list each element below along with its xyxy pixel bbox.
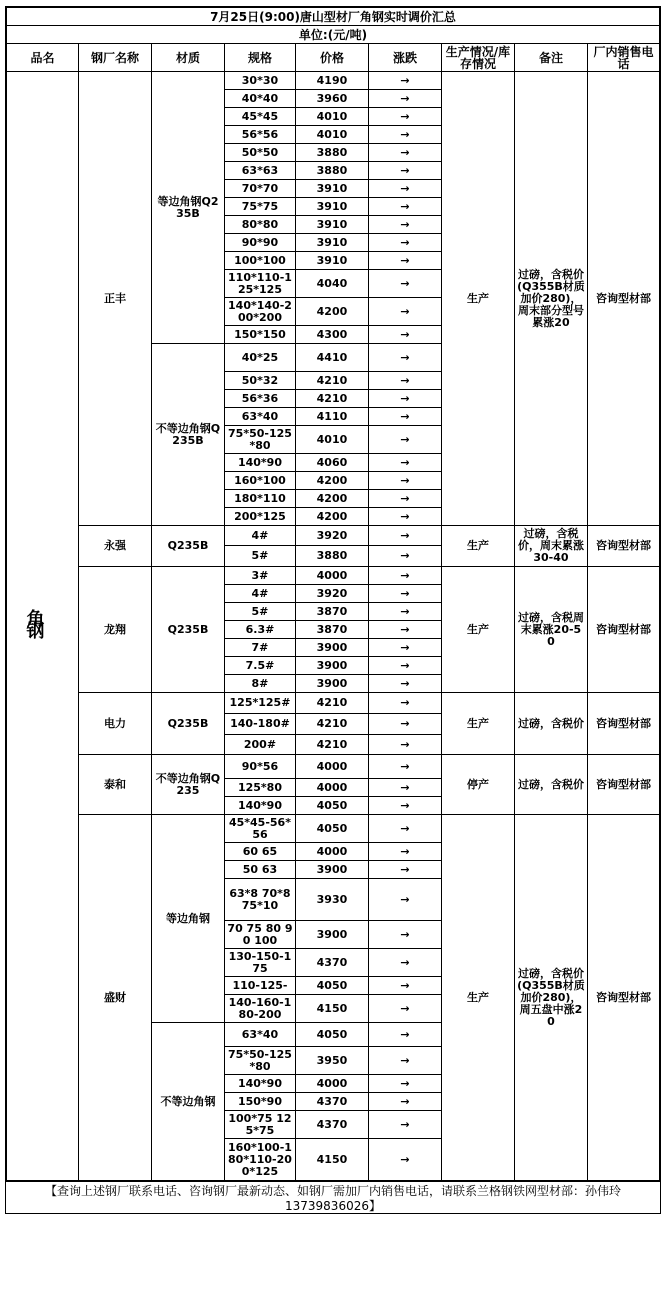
spec-cell: 100*100 <box>224 252 295 270</box>
spec-cell: 7# <box>224 639 295 657</box>
price-cell: 4010 <box>295 426 368 454</box>
change-arrow-icon: → <box>368 454 441 472</box>
spec-cell: 56*56 <box>224 126 295 144</box>
change-arrow-icon: → <box>368 693 441 714</box>
price-cell: 3900 <box>295 861 368 879</box>
change-arrow-icon: → <box>368 815 441 843</box>
change-arrow-icon: → <box>368 977 441 995</box>
remark-cell: 过磅，含税价(Q355B材质加价280)，周五盘中涨20 <box>514 815 587 1181</box>
material-cell: Q235B <box>151 567 224 693</box>
spec-cell: 8# <box>224 675 295 693</box>
spec-cell: 160*100 <box>224 472 295 490</box>
price-cell: 4190 <box>295 72 368 90</box>
material-cell: 等边角钢Q235B <box>151 72 224 344</box>
change-arrow-icon: → <box>368 144 441 162</box>
spec-cell: 140*90 <box>224 454 295 472</box>
spec-cell: 60 65 <box>224 843 295 861</box>
spec-cell: 150*90 <box>224 1093 295 1111</box>
product-name-cell: 角 钢 <box>7 72 79 1181</box>
price-cell: 4150 <box>295 995 368 1023</box>
change-arrow-icon: → <box>368 344 441 372</box>
change-arrow-icon: → <box>368 472 441 490</box>
price-cell: 4010 <box>295 108 368 126</box>
price-cell: 3900 <box>295 657 368 675</box>
header-remark: 备注 <box>514 44 587 72</box>
spec-cell: 130-150-175 <box>224 949 295 977</box>
price-cell: 4370 <box>295 1093 368 1111</box>
mill-name-cell: 电力 <box>78 693 151 755</box>
change-arrow-icon: → <box>368 949 441 977</box>
price-cell: 3900 <box>295 675 368 693</box>
header-product: 品名 <box>7 44 79 72</box>
change-arrow-icon: → <box>368 526 441 546</box>
spec-cell: 90*90 <box>224 234 295 252</box>
material-cell: 不等边角钢Q235 <box>151 755 224 815</box>
spec-cell: 3# <box>224 567 295 585</box>
change-arrow-icon: → <box>368 1093 441 1111</box>
price-cell: 3920 <box>295 526 368 546</box>
price-cell: 4010 <box>295 126 368 144</box>
spec-cell: 75*50-125*80 <box>224 1047 295 1075</box>
price-cell: 4210 <box>295 390 368 408</box>
price-cell: 3880 <box>295 162 368 180</box>
table-row <box>7 755 660 779</box>
price-cell: 3870 <box>295 621 368 639</box>
material-cell: Q235B <box>151 526 224 567</box>
price-cell: 4000 <box>295 567 368 585</box>
spec-cell: 40*25 <box>224 344 295 372</box>
change-arrow-icon: → <box>368 426 441 454</box>
change-arrow-icon: → <box>368 490 441 508</box>
header-spec: 规格 <box>224 44 295 72</box>
table-body <box>7 72 660 1181</box>
spec-cell: 110-125- <box>224 977 295 995</box>
change-arrow-icon: → <box>368 546 441 567</box>
spec-cell: 150*150 <box>224 326 295 344</box>
material-cell: 不等边角钢Q235B <box>151 344 224 526</box>
change-arrow-icon: → <box>368 585 441 603</box>
price-cell: 4050 <box>295 1023 368 1047</box>
mill-name-cell: 盛财 <box>78 815 151 1181</box>
status-cell: 生产 <box>441 526 514 567</box>
spec-cell: 140*140-200*200 <box>224 298 295 326</box>
price-cell: 4000 <box>295 779 368 797</box>
price-cell: 4200 <box>295 298 368 326</box>
change-arrow-icon: → <box>368 921 441 949</box>
change-arrow-icon: → <box>368 1075 441 1093</box>
change-arrow-icon: → <box>368 861 441 879</box>
spec-cell: 50*32 <box>224 372 295 390</box>
mill-name-cell: 龙翔 <box>78 567 151 693</box>
spec-cell: 63*8 70*8 75*10 <box>224 879 295 921</box>
spec-cell: 200# <box>224 735 295 755</box>
price-cell: 3920 <box>295 585 368 603</box>
change-arrow-icon: → <box>368 714 441 735</box>
change-arrow-icon: → <box>368 1047 441 1075</box>
change-arrow-icon: → <box>368 372 441 390</box>
change-arrow-icon: → <box>368 234 441 252</box>
mill-name-cell: 永强 <box>78 526 151 567</box>
sheet-title: 7月25日(9:00)唐山型材厂角钢实时调价汇总 <box>7 8 660 26</box>
change-arrow-icon: → <box>368 326 441 344</box>
price-cell: 3910 <box>295 252 368 270</box>
mill-name-cell: 泰和 <box>78 755 151 815</box>
unit-label: 单位:(元/吨) <box>7 26 660 44</box>
price-cell: 3910 <box>295 216 368 234</box>
spec-cell: 30*30 <box>224 72 295 90</box>
change-arrow-icon: → <box>368 755 441 779</box>
change-arrow-icon: → <box>368 126 441 144</box>
spec-cell: 56*36 <box>224 390 295 408</box>
price-cell: 3880 <box>295 144 368 162</box>
price-cell: 3930 <box>295 879 368 921</box>
spec-cell: 200*125 <box>224 508 295 526</box>
phone-cell: 咨询型材部 <box>587 567 659 693</box>
table-row <box>7 72 660 90</box>
phone-cell: 咨询型材部 <box>587 815 659 1181</box>
remark-cell: 过磅，含税价 <box>514 755 587 815</box>
spec-cell: 110*110-125*125 <box>224 270 295 298</box>
change-arrow-icon: → <box>368 198 441 216</box>
price-cell: 4000 <box>295 1075 368 1093</box>
table-row <box>7 526 660 546</box>
change-arrow-icon: → <box>368 995 441 1023</box>
change-arrow-icon: → <box>368 1111 441 1139</box>
change-arrow-icon: → <box>368 843 441 861</box>
price-cell: 4300 <box>295 326 368 344</box>
change-arrow-icon: → <box>368 879 441 921</box>
spec-cell: 125*125# <box>224 693 295 714</box>
status-cell: 生产 <box>441 567 514 693</box>
spec-cell: 160*100-180*110-200*125 <box>224 1139 295 1181</box>
price-cell: 4370 <box>295 1111 368 1139</box>
price-cell: 4410 <box>295 344 368 372</box>
change-arrow-icon: → <box>368 675 441 693</box>
table-row <box>7 693 660 714</box>
spec-cell: 4# <box>224 585 295 603</box>
remark-cell: 过磅，含税价 <box>514 693 587 755</box>
spec-cell: 75*50-125*80 <box>224 426 295 454</box>
table-row <box>7 815 660 843</box>
change-arrow-icon: → <box>368 298 441 326</box>
spec-cell: 140*90 <box>224 797 295 815</box>
material-cell: Q235B <box>151 693 224 755</box>
price-cell: 4200 <box>295 472 368 490</box>
spec-cell: 45*45 <box>224 108 295 126</box>
change-arrow-icon: → <box>368 270 441 298</box>
material-cell: 不等边角钢 <box>151 1023 224 1181</box>
change-arrow-icon: → <box>368 72 441 90</box>
spec-cell: 5# <box>224 603 295 621</box>
price-cell: 3870 <box>295 603 368 621</box>
spec-cell: 6.3# <box>224 621 295 639</box>
mill-name-cell: 正丰 <box>78 72 151 526</box>
spec-cell: 90*56 <box>224 755 295 779</box>
price-cell: 3950 <box>295 1047 368 1075</box>
status-cell: 生产 <box>441 693 514 755</box>
phone-cell: 咨询型材部 <box>587 693 659 755</box>
change-arrow-icon: → <box>368 735 441 755</box>
phone-cell: 咨询型材部 <box>587 72 659 526</box>
price-cell: 4200 <box>295 490 368 508</box>
price-sheet <box>5 6 661 1214</box>
price-cell: 4040 <box>295 270 368 298</box>
spec-cell: 45*45-56*56 <box>224 815 295 843</box>
price-cell: 4000 <box>295 843 368 861</box>
price-cell: 3900 <box>295 639 368 657</box>
status-cell: 生产 <box>441 815 514 1181</box>
header-mill: 钢厂名称 <box>78 44 151 72</box>
header-change: 涨跌 <box>368 44 441 72</box>
status-cell: 停产 <box>441 755 514 815</box>
change-arrow-icon: → <box>368 1023 441 1047</box>
spec-cell: 63*40 <box>224 1023 295 1047</box>
price-table <box>6 7 660 1181</box>
spec-cell: 75*75 <box>224 198 295 216</box>
price-cell: 4210 <box>295 714 368 735</box>
change-arrow-icon: → <box>368 216 441 234</box>
price-cell: 4050 <box>295 815 368 843</box>
change-arrow-icon: → <box>368 779 441 797</box>
spec-cell: 140-180# <box>224 714 295 735</box>
remark-cell: 过磅，含税周末累涨20-50 <box>514 567 587 693</box>
phone-cell: 咨询型材部 <box>587 755 659 815</box>
table-row <box>7 567 660 585</box>
spec-cell: 5# <box>224 546 295 567</box>
change-arrow-icon: → <box>368 162 441 180</box>
remark-cell: 过磅，含税价，周末累涨30-40 <box>514 526 587 567</box>
change-arrow-icon: → <box>368 657 441 675</box>
change-arrow-icon: → <box>368 797 441 815</box>
price-cell: 3900 <box>295 921 368 949</box>
price-cell: 3880 <box>295 546 368 567</box>
header-price: 价格 <box>295 44 368 72</box>
spec-cell: 100*75 125*75 <box>224 1111 295 1139</box>
status-cell: 生产 <box>441 72 514 526</box>
spec-cell: 50*50 <box>224 144 295 162</box>
spec-cell: 180*110 <box>224 490 295 508</box>
price-cell: 4210 <box>295 372 368 390</box>
spec-cell: 140-160-180-200 <box>224 995 295 1023</box>
change-arrow-icon: → <box>368 252 441 270</box>
header-status: 生产情况/库存情况 <box>441 44 514 72</box>
change-arrow-icon: → <box>368 1139 441 1181</box>
price-cell: 4110 <box>295 408 368 426</box>
change-arrow-icon: → <box>368 108 441 126</box>
price-cell: 3910 <box>295 234 368 252</box>
header-material: 材质 <box>151 44 224 72</box>
price-cell: 3960 <box>295 90 368 108</box>
footer-contact: 【查询上述钢厂联系电话、咨询钢厂最新动态、如钢厂需加厂内销售电话，请联系兰格钢铁网型材部：孙伟玲13739836026】 <box>6 1181 660 1213</box>
price-cell: 4050 <box>295 797 368 815</box>
change-arrow-icon: → <box>368 639 441 657</box>
price-cell: 4200 <box>295 508 368 526</box>
change-arrow-icon: → <box>368 408 441 426</box>
remark-cell: 过磅，含税价(Q355B材质加价280)，周末部分型号累涨20 <box>514 72 587 526</box>
price-cell: 4370 <box>295 949 368 977</box>
price-cell: 3910 <box>295 198 368 216</box>
price-cell: 4150 <box>295 1139 368 1181</box>
phone-cell: 咨询型材部 <box>587 526 659 567</box>
spec-cell: 7.5# <box>224 657 295 675</box>
change-arrow-icon: → <box>368 603 441 621</box>
price-cell: 4210 <box>295 693 368 714</box>
price-cell: 4210 <box>295 735 368 755</box>
spec-cell: 80*80 <box>224 216 295 234</box>
change-arrow-icon: → <box>368 567 441 585</box>
price-cell: 4050 <box>295 977 368 995</box>
change-arrow-icon: → <box>368 508 441 526</box>
spec-cell: 70 75 80 90 100 <box>224 921 295 949</box>
spec-cell: 70*70 <box>224 180 295 198</box>
change-arrow-icon: → <box>368 180 441 198</box>
change-arrow-icon: → <box>368 621 441 639</box>
price-cell: 4000 <box>295 755 368 779</box>
change-arrow-icon: → <box>368 90 441 108</box>
spec-cell: 140*90 <box>224 1075 295 1093</box>
price-cell: 4060 <box>295 454 368 472</box>
spec-cell: 50 63 <box>224 861 295 879</box>
spec-cell: 40*40 <box>224 90 295 108</box>
spec-cell: 4# <box>224 526 295 546</box>
material-cell: 等边角钢 <box>151 815 224 1023</box>
spec-cell: 125*80 <box>224 779 295 797</box>
spec-cell: 63*40 <box>224 408 295 426</box>
spec-cell: 63*63 <box>224 162 295 180</box>
header-phone: 厂内销售电话 <box>587 44 659 72</box>
change-arrow-icon: → <box>368 390 441 408</box>
price-cell: 3910 <box>295 180 368 198</box>
